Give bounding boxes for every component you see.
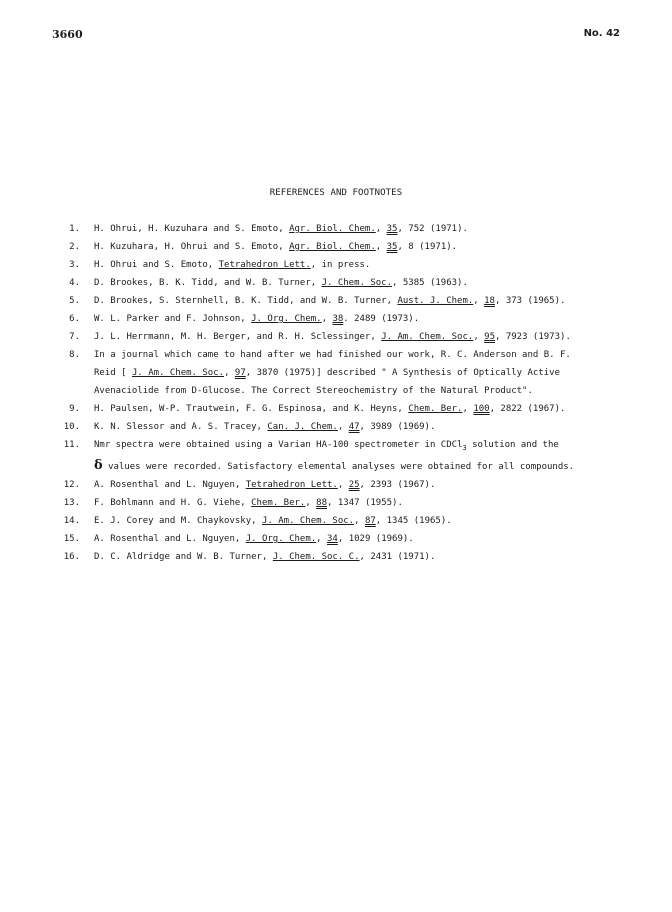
reference-item [58, 548, 618, 566]
reference-number: 5 . [58, 292, 80, 310]
reference-text: , [337, 480, 349, 490]
reference-text: In a journal which came to hand after we had finished our work, R. C. Anderson and B. F. [94, 350, 571, 360]
reference-text: A. Rosenthal and L. Nguyen, [94, 534, 246, 544]
journal-name: Agr. Biol. Chem. [289, 242, 376, 252]
reference-text: , [224, 368, 235, 378]
reference-text: , in press. [310, 260, 371, 270]
reference-number: 4 . [58, 274, 80, 292]
reference-text: , 752 (1971). [397, 224, 468, 234]
reference-text: K. N. Slessor and A. S. Tracey, [94, 422, 268, 432]
reference-text: A. Rosenthal and L. Nguyen, [94, 480, 246, 490]
reference-text: , 8 (1971). [397, 242, 458, 252]
reference-text: , [473, 296, 485, 306]
reference-text: Reid [ [94, 368, 132, 378]
volume-number: 35 [386, 224, 398, 234]
reference-text: , [473, 332, 485, 342]
reference-item [58, 530, 618, 548]
reference-text: , [354, 516, 365, 526]
volume-number: 34 [327, 534, 338, 544]
reference-text: , 2393 (1967). [359, 480, 436, 490]
reference-text: , [462, 404, 474, 414]
reference-text: , [375, 242, 387, 252]
reference-text: H. Ohrui and S. Emoto, [94, 260, 219, 270]
reference-item [58, 476, 618, 494]
journal-name: J. Org. Chem. [245, 534, 317, 544]
reference-text: , [321, 314, 333, 324]
reference-number: 1 . [58, 220, 80, 238]
reference-text: D. C. Aldridge and W. B. Turner, [94, 552, 273, 562]
reference-text: , 2431 (1971). [359, 552, 436, 562]
reference-continuation [58, 364, 618, 382]
reference-item [58, 512, 618, 530]
journal-name: J. Am. Chem. Soc. [131, 368, 225, 378]
journal-name: J. Am. Chem. Soc. [381, 332, 474, 342]
reference-text: , [375, 224, 387, 234]
journal-name: Chem. Ber. [251, 498, 306, 508]
reference-text: J. L. Herrmann, M. H. Berger, and R. H. Sclessinger, [94, 332, 382, 342]
reference-text: , 3870 (1975)] described " A Synthesis of Optically Active [245, 368, 561, 378]
journal-name: Can. J. Chem. [267, 422, 338, 432]
reference-text: D. Brookes, B. K. Tidd, and W. B. Turner, [94, 278, 322, 288]
reference-text: D. Brookes, S. Sternhell, B. K. Tidd, and W. B. Turner, [94, 296, 398, 306]
reference-text: solution and the [466, 440, 559, 450]
reference-item [58, 400, 618, 418]
reference-continuation [58, 382, 618, 400]
reference-number: 12 . [58, 476, 80, 494]
section-title: REFERENCES AND FOOTNOTES [269, 188, 403, 198]
reference-text: , [305, 498, 317, 508]
volume-number: 100 [473, 404, 490, 414]
reference-text: , 1029 (1969). [337, 534, 414, 544]
volume-number: 97 [234, 368, 246, 378]
journal-name: J. Am. Chem. Soc. [261, 516, 355, 526]
journal-name: J. Chem. Soc. C. [272, 552, 360, 562]
reference-text: W. L. Parker and F. Johnson, [94, 314, 252, 324]
reference-item [58, 220, 618, 238]
reference-item [58, 436, 618, 457]
reference-number: 13 . [58, 494, 80, 512]
volume-number: 87 [364, 516, 376, 526]
reference-text: values were recorded. Satisfactory elemental analyses were obtained for all compounds. [102, 462, 575, 472]
reference-item [58, 292, 618, 310]
volume-number: 18 [484, 296, 495, 306]
reference-number: 8 . [58, 346, 80, 364]
reference-number: 7 . [58, 328, 80, 346]
journal-name: J. Chem. Soc. [321, 278, 393, 288]
reference-text: , 1347 (1955). [327, 498, 403, 508]
journal-name: J. Org. Chem. [251, 314, 322, 324]
reference-item [58, 328, 618, 346]
reference-text: F. Bohlmann and H. G. Viehe, [94, 498, 252, 508]
reference-text: , 3989 (1969). [359, 422, 436, 432]
reference-item [58, 418, 618, 436]
journal-name: Agr. Biol. Chem. [289, 224, 376, 234]
reference-continuation [58, 457, 618, 476]
reference-number: 6 . [58, 310, 80, 328]
page-header [52, 28, 620, 44]
reference-number: 14 . [58, 512, 80, 530]
reference-number: 2 . [58, 238, 80, 256]
reference-text: H. Kuzuhara, H. Ohrui and S. Emoto, [94, 242, 290, 252]
reference-text: , 1345 (1965). [375, 516, 452, 526]
reference-item [58, 310, 618, 328]
reference-number: 11 . [58, 436, 80, 454]
journal-name: Aust. J. Chem. [397, 296, 474, 306]
reference-item [58, 494, 618, 512]
reference-text: H. Ohrui, H. Kuzuhara and S. Emoto, [94, 224, 290, 234]
reference-text: , [337, 422, 349, 432]
reference-text: Nmr spectra were obtained using a Varian HA-100 spectrometer in CDCl [94, 440, 463, 450]
reference-text: H. Paulsen, W-P. Trautwein, F. G. Espinosa, and K. Heyns, [94, 404, 409, 414]
issue-number: No. 42 [583, 28, 620, 39]
volume-number: 38 [332, 314, 344, 324]
journal-name: Chem. Ber. [408, 404, 463, 414]
reference-item [58, 238, 618, 256]
delta-symbol: δ [94, 458, 103, 473]
reference-item [58, 346, 618, 364]
reference-text: , 373 (1965). [494, 296, 566, 306]
reference-number: 9 . [58, 400, 80, 418]
reference-item [58, 274, 618, 292]
page-number: 3660 [52, 28, 83, 41]
reference-item [58, 256, 618, 274]
journal-name: Tetrahedron Lett. [245, 480, 338, 490]
volume-number: 95 [484, 332, 495, 342]
volume-number: 35 [386, 242, 398, 252]
volume-number: 47 [348, 422, 360, 432]
reference-text: , 7923 (1973). [495, 332, 571, 342]
volume-number: 88 [316, 498, 328, 508]
reference-list [58, 220, 618, 566]
reference-number: 15 . [58, 530, 80, 548]
reference-number: 10 . [58, 418, 80, 436]
journal-name: Tetrahedron Lett. [218, 260, 311, 270]
reference-text: , 2822 (1967). [489, 404, 566, 414]
reference-text: Avenaciolide from D-Glucose. The Correct Stereochemistry of the Natural Product". [94, 386, 533, 396]
reference-text: E. J. Corey and M. Chaykovsky, [94, 516, 262, 526]
reference-text: , 5385 (1963). [392, 278, 468, 288]
reference-text: . 2489 (1973). [343, 314, 420, 324]
volume-number: 25 [348, 480, 360, 490]
reference-number: 3 . [58, 256, 80, 274]
subscript: 3 [462, 444, 467, 452]
reference-text: , [316, 534, 328, 544]
reference-number: 16 . [58, 548, 80, 566]
